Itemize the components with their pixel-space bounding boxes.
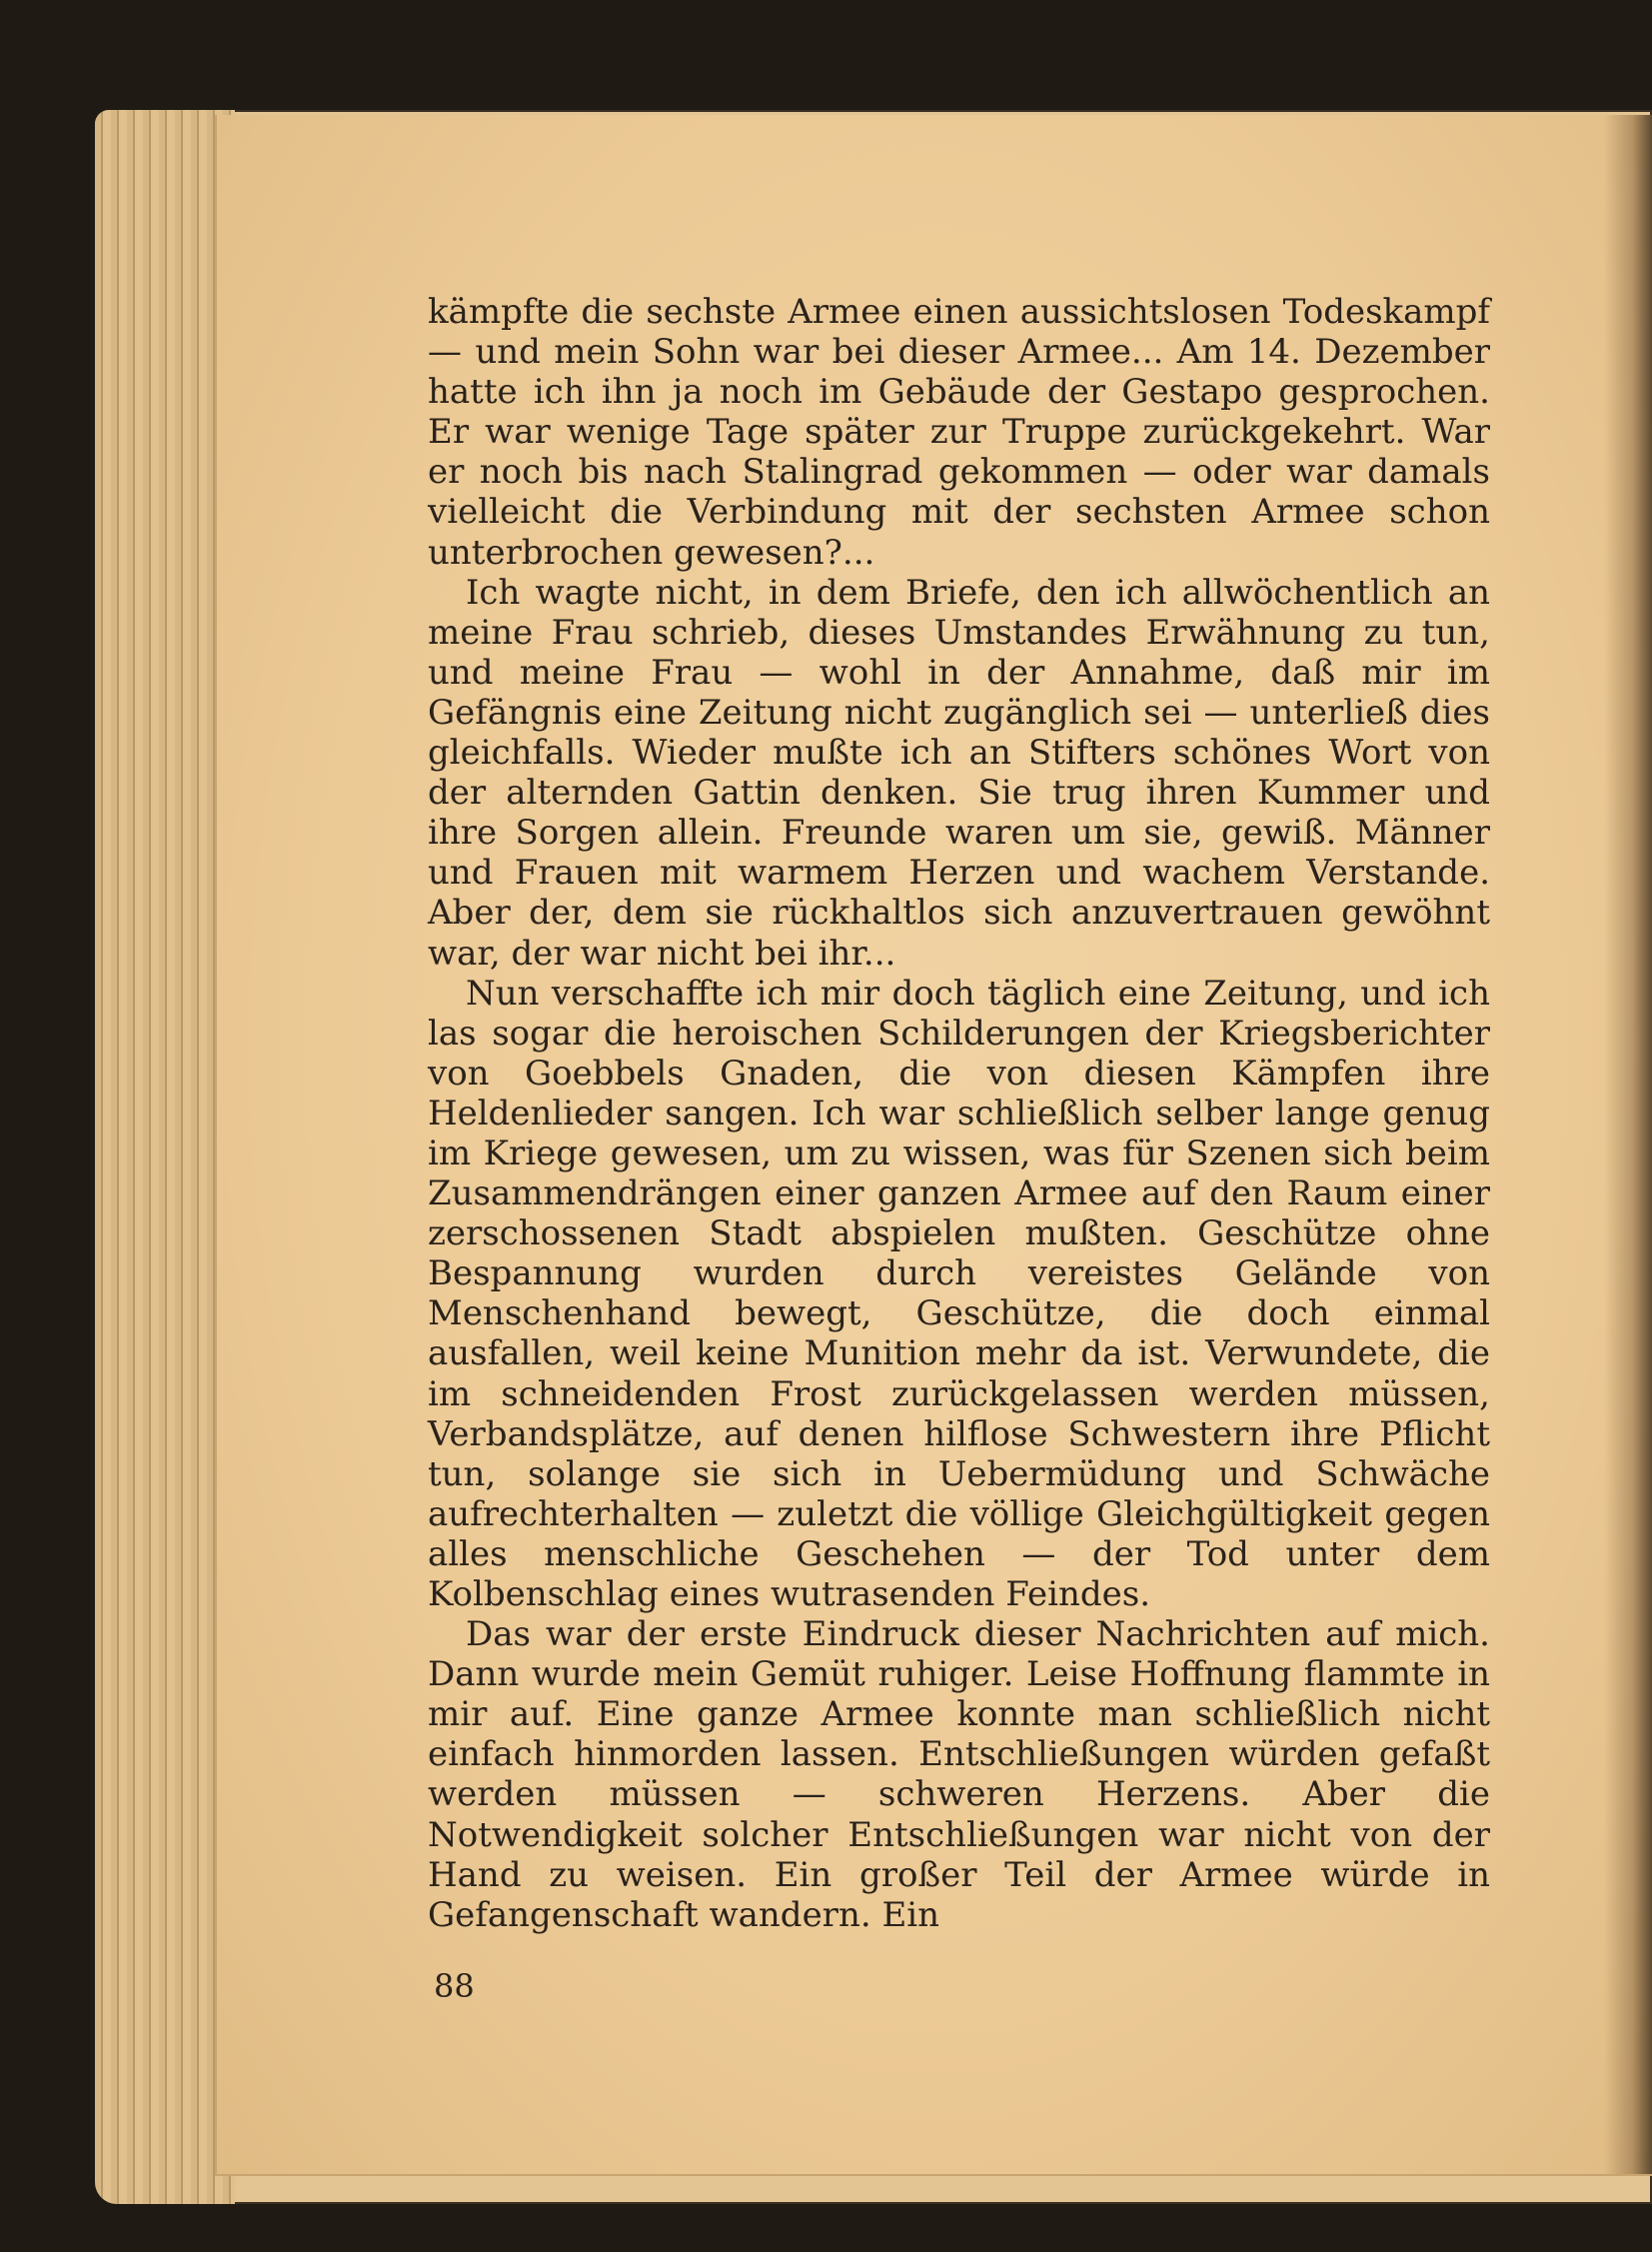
book-gutter [1604,115,1652,2174]
body-text [428,292,1490,1935]
page-edges [95,110,235,2204]
paragraph-1: kämpfte die sechste Armee einen aussichtslosen Todeskampf — und mein Sohn war bei dieser Armee... Am 14. Dezember hatte ich ihn ja noch im Gebäude der Gestapo gesprochen. Er war wenige Tage später zur Truppe zurückgekehrt. War er noch bis nach Stalingrad gekommen — oder war damals vielleicht die Verbindung mit der sechsten Armee schon unterbrochen gewesen?... [428,292,1490,573]
paragraph-2: Ich wagte nicht, in dem Briefe, den ich allwöchentlich an meine Frau schrieb, dieses Umstandes Erwähnung zu tun, und meine Frau — wohl in der Annahme, daß mir im Gefängnis eine Zeitung nicht zugänglich sei — unterließ dies gleichfalls. Wieder mußte ich an Stifters schönes Wort von der alternden Gattin denken. Sie trug ihren Kummer und ihre Sorgen allein. Freunde waren um sie, gewiß. Männer und Frauen mit warmem Herzen und wachem Verstande. Aber der, dem sie rückhaltlos sich anzuvertrauen gewöhnt war, der war nicht bei ihr... [428,572,1490,974]
page-number: 88 [434,1967,475,2005]
paragraph-4: Das war der erste Eindruck dieser Nachrichten auf mich. Dann wurde mein Gemüt ruhiger. Leise Hoffnung flammte in mir auf. Eine ganze Armee konnte man schließlich nicht einfach hinmorden lassen. Entschließungen würden gefaßt werden müssen — schweren Herzens. Aber die Notwendigkeit solcher Entschließungen war nicht von der Hand zu weisen. Ein großer Teil der Armee würde in Gefangenschaft wandern. Ein [428,1614,1490,1935]
paragraph-3: Nun verschaffte ich mir doch täglich eine Zeitung, und ich las sogar die heroischen Schilderungen der Kriegsberichter von Goebbels Gnaden, die von diesen Kämpfen ihre Heldenlieder sangen. Ich war schließlich selber lange genug im Kriege gewesen, um zu wissen, was für Szenen sich beim Zusammendrängen einer ganzen Armee auf den Raum einer zerschossenen Stadt abspielen mußten. Geschütze ohne Bespannung wurden durch vereistes Gelände von Menschenhand bewegt, Geschütze, die doch einmal ausfallen, weil keine Munition mehr da ist. Verwundete, die im schneidenden Frost zurückgelassen werden müssen, Verbandsplätze, auf denen hilflose Schwestern ihre Pflicht tun, solange sie sich in Uebermüdung und Schwäche aufrechterhalten — zuletzt die völlige Gleichgültigkeit gegen alles menschliche Geschehen — der Tod unter dem Kolbenschlag eines wutrasenden Feindes. [428,973,1490,1614]
